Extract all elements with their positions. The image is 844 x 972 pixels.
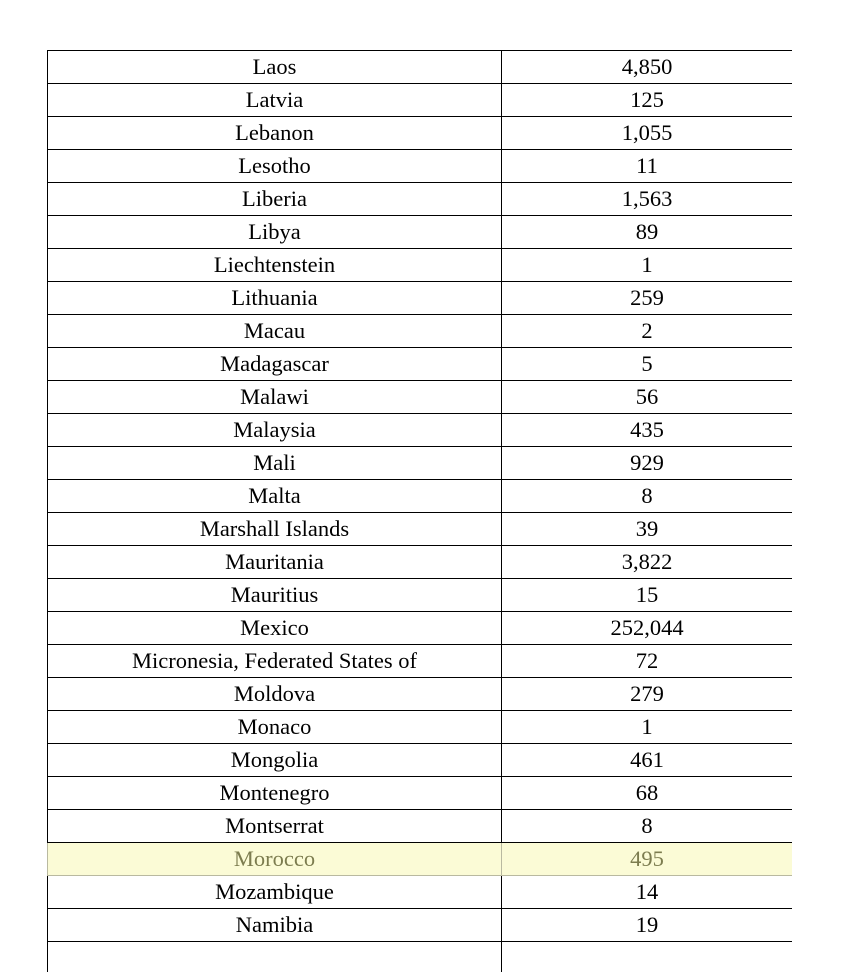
country-cell: Monaco bbox=[48, 711, 502, 744]
table-row bbox=[48, 84, 793, 117]
value-cell: 1,563 bbox=[502, 183, 793, 216]
value-cell: 68 bbox=[502, 777, 793, 810]
value-cell: 15 bbox=[502, 579, 793, 612]
value-cell: 4,850 bbox=[502, 51, 793, 84]
country-cell: Libya bbox=[48, 216, 502, 249]
table-row bbox=[48, 249, 793, 282]
country-cell: Laos bbox=[48, 51, 502, 84]
value-cell: 495 bbox=[502, 843, 793, 876]
table-row bbox=[48, 282, 793, 315]
value-cell: 252,044 bbox=[502, 612, 793, 645]
table-row bbox=[48, 810, 793, 843]
country-cell: Moldova bbox=[48, 678, 502, 711]
table-row bbox=[48, 777, 793, 810]
table-row bbox=[48, 216, 793, 249]
table-row bbox=[48, 744, 793, 777]
value-cell: 14 bbox=[502, 876, 793, 909]
country-value-table bbox=[47, 50, 792, 972]
country-cell: Liechtenstein bbox=[48, 249, 502, 282]
country-cell: Malta bbox=[48, 480, 502, 513]
table-row bbox=[48, 579, 793, 612]
country-cell: Montenegro bbox=[48, 777, 502, 810]
table-row bbox=[48, 909, 793, 942]
table-row bbox=[48, 876, 793, 909]
table-row bbox=[48, 183, 793, 216]
table-row bbox=[48, 612, 793, 645]
country-cell: Lebanon bbox=[48, 117, 502, 150]
table-row bbox=[48, 513, 793, 546]
value-cell: 279 bbox=[502, 678, 793, 711]
table-row bbox=[48, 678, 793, 711]
value-cell: 19 bbox=[502, 909, 793, 942]
table-body bbox=[48, 51, 793, 972]
value-cell: 125 bbox=[502, 84, 793, 117]
country-cell: Malaysia bbox=[48, 414, 502, 447]
table-row bbox=[48, 546, 793, 579]
table-row bbox=[48, 348, 793, 381]
table-row bbox=[48, 150, 793, 183]
table-row bbox=[48, 711, 793, 744]
value-cell: 72 bbox=[502, 645, 793, 678]
table-row bbox=[48, 447, 793, 480]
value-cell: 5 bbox=[502, 348, 793, 381]
table-row bbox=[48, 381, 793, 414]
table-row bbox=[48, 480, 793, 513]
country-cell: Morocco bbox=[48, 843, 502, 876]
value-cell: 1 bbox=[502, 249, 793, 282]
country-cell: Mauritius bbox=[48, 579, 502, 612]
country-cell: Macau bbox=[48, 315, 502, 348]
value-cell bbox=[502, 942, 793, 972]
value-cell: 929 bbox=[502, 447, 793, 480]
country-cell: Mozambique bbox=[48, 876, 502, 909]
country-cell bbox=[48, 942, 502, 972]
table-row bbox=[48, 942, 793, 972]
country-cell: Mali bbox=[48, 447, 502, 480]
table-row bbox=[48, 117, 793, 150]
value-cell: 3,822 bbox=[502, 546, 793, 579]
value-cell: 11 bbox=[502, 150, 793, 183]
value-cell: 1,055 bbox=[502, 117, 793, 150]
value-cell: 89 bbox=[502, 216, 793, 249]
country-cell: Lithuania bbox=[48, 282, 502, 315]
value-cell: 56 bbox=[502, 381, 793, 414]
value-cell: 8 bbox=[502, 480, 793, 513]
country-cell: Mauritania bbox=[48, 546, 502, 579]
value-cell: 1 bbox=[502, 711, 793, 744]
country-cell: Latvia bbox=[48, 84, 502, 117]
table-row bbox=[48, 51, 793, 84]
country-cell: Micronesia, Federated States of bbox=[48, 645, 502, 678]
value-cell: 2 bbox=[502, 315, 793, 348]
country-cell: Mongolia bbox=[48, 744, 502, 777]
country-cell: Lesotho bbox=[48, 150, 502, 183]
country-cell: Liberia bbox=[48, 183, 502, 216]
table-row bbox=[48, 315, 793, 348]
value-cell: 461 bbox=[502, 744, 793, 777]
value-cell: 8 bbox=[502, 810, 793, 843]
country-table-container bbox=[47, 50, 792, 972]
country-cell: Madagascar bbox=[48, 348, 502, 381]
country-cell: Montserrat bbox=[48, 810, 502, 843]
value-cell: 435 bbox=[502, 414, 793, 447]
country-cell: Marshall Islands bbox=[48, 513, 502, 546]
country-cell: Namibia bbox=[48, 909, 502, 942]
value-cell: 259 bbox=[502, 282, 793, 315]
country-cell: Mexico bbox=[48, 612, 502, 645]
table-row bbox=[48, 645, 793, 678]
table-row-highlighted bbox=[48, 843, 793, 876]
country-cell: Malawi bbox=[48, 381, 502, 414]
value-cell: 39 bbox=[502, 513, 793, 546]
table-row bbox=[48, 414, 793, 447]
